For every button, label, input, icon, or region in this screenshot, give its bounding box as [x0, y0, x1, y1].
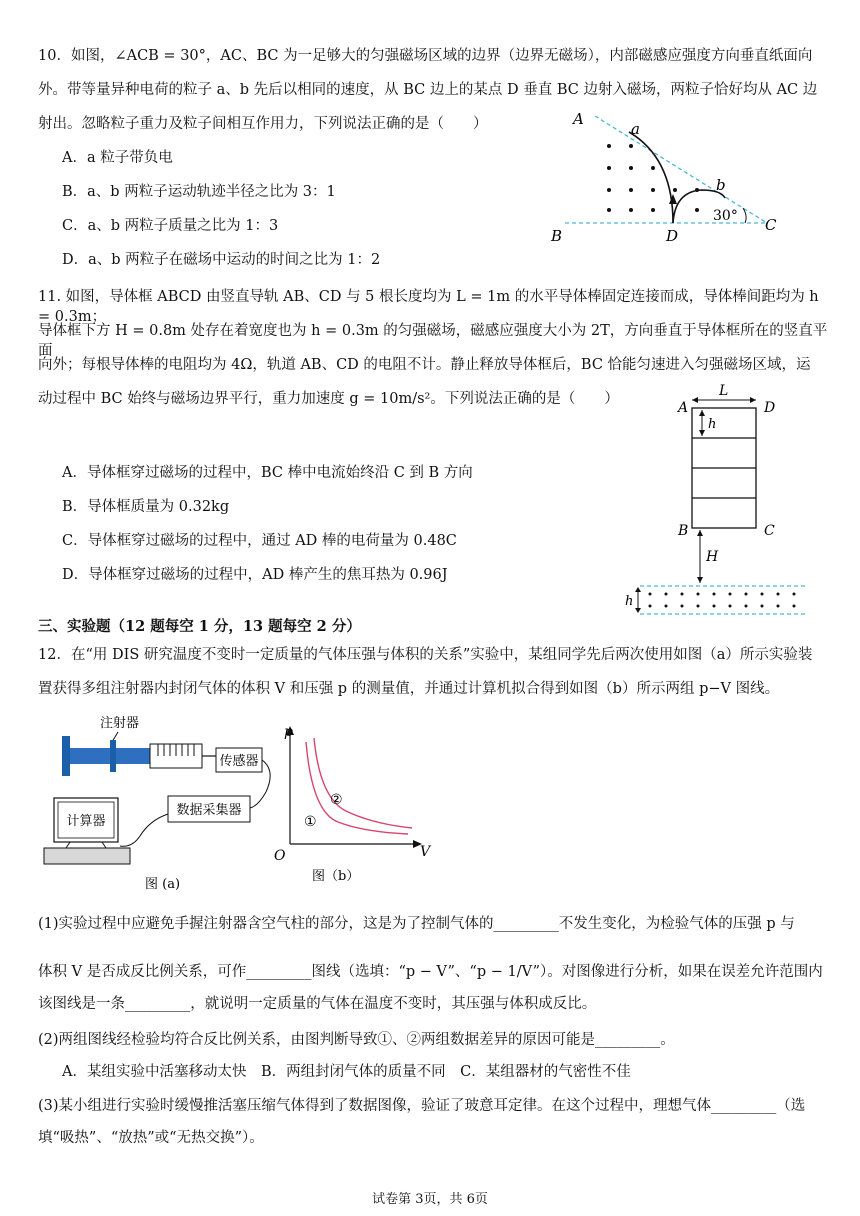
label-h-field: h: [625, 594, 634, 609]
page-footer: 试卷第 3页，共 6页: [372, 1192, 488, 1207]
curve-1: [306, 742, 408, 834]
label-C: C: [765, 216, 777, 234]
q10-option-d: D．a、b 两粒子在磁场中运动的时间之比为 1：2: [62, 252, 381, 268]
section-3-title: 三、实验题（12 题每空 1 分，13 题每空 2 分）: [38, 618, 361, 635]
caption-a: 图 (a): [145, 877, 181, 892]
q11-figure: [620, 380, 820, 620]
computer-base: [44, 848, 130, 864]
label-O: O: [274, 848, 286, 864]
q10-option-b: B．a、b 两粒子运动轨迹半径之比为 3：1: [62, 184, 336, 200]
q11-line3: 向外；每根导体棒的电阻均为 4Ω，轨道 AB、CD 的电阻不计。静止释放导体框后，BC 恰能匀速进入匀强磁场区域，运: [38, 357, 811, 373]
syringe-plunger-cap: [62, 736, 70, 776]
q10-line1: 10．如图，∠ACB = 30°，AC、BC 为一足够大的匀强磁场区域的边界（边界无磁场），内部磁感应强度方向垂直纸面向: [38, 48, 813, 64]
label-curve-1: ①: [304, 814, 317, 830]
label-C: C: [764, 523, 775, 539]
q12-figure-a: [40, 710, 280, 895]
q12-sub3-line1: (3)某小组进行实验时缓慢推活塞压缩气体得到了数据图像，验证了玻意耳定律。在这个过程中，理想气体_________（选: [38, 1098, 806, 1114]
q11-line4: 动过程中 BC 始终与磁场边界平行，重力加速度 g = 10m/s²。下列说法正确的是（ ）: [38, 391, 619, 407]
label-A: A: [678, 400, 689, 416]
q12-sub1-line2: 体积 V 是否成反比例关系，可作_________图线（选填：“p − V”、“p − 1/V”）。对图像进行分析，如果在误差允许范围内: [38, 964, 823, 980]
q12-figure-b: [268, 722, 438, 887]
label-computer: 计算器: [66, 814, 106, 829]
q12-sub2-line1: (2)两组图线经检验均符合反比例关系，由图判断导致①、②两组数据差异的原因可能是_________。: [38, 1032, 675, 1048]
label-B: B: [551, 227, 563, 245]
curve-2: [314, 738, 412, 828]
caption-b: 图（b）: [312, 869, 360, 884]
label-sensor: 传感器: [219, 754, 259, 769]
q10-figure: [545, 108, 795, 248]
label-h: h: [708, 417, 717, 432]
label-V: V: [420, 844, 431, 860]
q11-line1: 11. 如图，导体框 ABCD 由竖直导轨 AB、CD 与 5 根长度均为 L = 1m 的水平导体棒固定连接而成，导体棒间距均为 h = 0.3m；: [38, 289, 819, 325]
boundary-ac: [595, 116, 767, 223]
label-b: b: [716, 176, 726, 194]
q12-sub1-line1: (1)实验过程中应避免手握注射器含空气柱的部分，这是为了控制气体的_________不发生变化，为检验气体的压强 p 与: [38, 916, 795, 932]
label-H: H: [706, 549, 719, 565]
q12-sub1-line3: 该图线是一条_________，就说明一定质量的气体在温度不变时，其压强与体积成反比。: [38, 996, 597, 1012]
q12-sub3-line2: 填“吸热”、“放热”或“无热交换”）。: [38, 1130, 264, 1146]
label-B: B: [678, 523, 689, 539]
q10-line2: 外。带等量异种电荷的粒子 a、b 先后以相同的速度，从 BC 边上的某点 D 垂直 BC 边射入磁场，两粒子恰好均从 AC 边: [38, 82, 818, 98]
q11-option-d: D．导体框穿过磁场的过程中，AD 棒产生的焦耳热为 0.96J: [62, 567, 448, 583]
q12-line1: 12．在“用 DIS 研究温度不变时一定质量的气体压强与体积的关系”实验中，某组同学先后两次使用如图（a）所示实验装: [38, 647, 813, 663]
q11-option-c: C．导体框穿过磁场的过程中，通过 AD 棒的电荷量为 0.48C: [62, 533, 457, 549]
q10-line3: 射出。忽略粒子重力及粒子间相互作用力，下列说法正确的是（ ）: [38, 116, 488, 132]
q12-line2: 置获得多组注射器内封闭气体的体积 V 和压强 p 的测量值，并通过计算机拟合得到如图（b）所示两组 p−V 图线。: [38, 681, 780, 697]
label-syringe: 注射器: [100, 716, 140, 731]
q10-option-c: C．a、b 两粒子质量之比为 1：3: [62, 218, 279, 234]
label-p: p: [284, 724, 293, 740]
field-dots: [649, 593, 796, 608]
label-curve-2: ②: [330, 792, 343, 808]
trajectory-a: [629, 132, 673, 223]
q12-sub2-options: A．某组实验中活塞移动太快 B．两组封闭气体的质量不同 C．某组器材的气密性不佳: [62, 1064, 631, 1080]
label-angle: 30°: [713, 208, 738, 224]
q11-option-b: B．导体框质量为 0.32kg: [62, 499, 230, 515]
q11-option-a: A．导体框穿过磁场的过程中，BC 棒中电流始终沿 C 到 B 方向: [62, 465, 473, 481]
label-collector: 数据采集器: [176, 803, 242, 818]
label-D: D: [666, 227, 679, 245]
label-a: a: [631, 120, 640, 138]
label-L: L: [719, 383, 729, 399]
q11-line2: 导体框下方 H = 0.8m 处存在着宽度也为 h = 0.3m 的匀强磁场，磁感应强度大小为 2T，方向垂直于导体框所在的竖直平面: [38, 323, 828, 359]
q10-option-a: A．a 粒子带负电: [62, 150, 173, 166]
label-A: A: [573, 110, 584, 128]
label-D: D: [764, 400, 776, 416]
